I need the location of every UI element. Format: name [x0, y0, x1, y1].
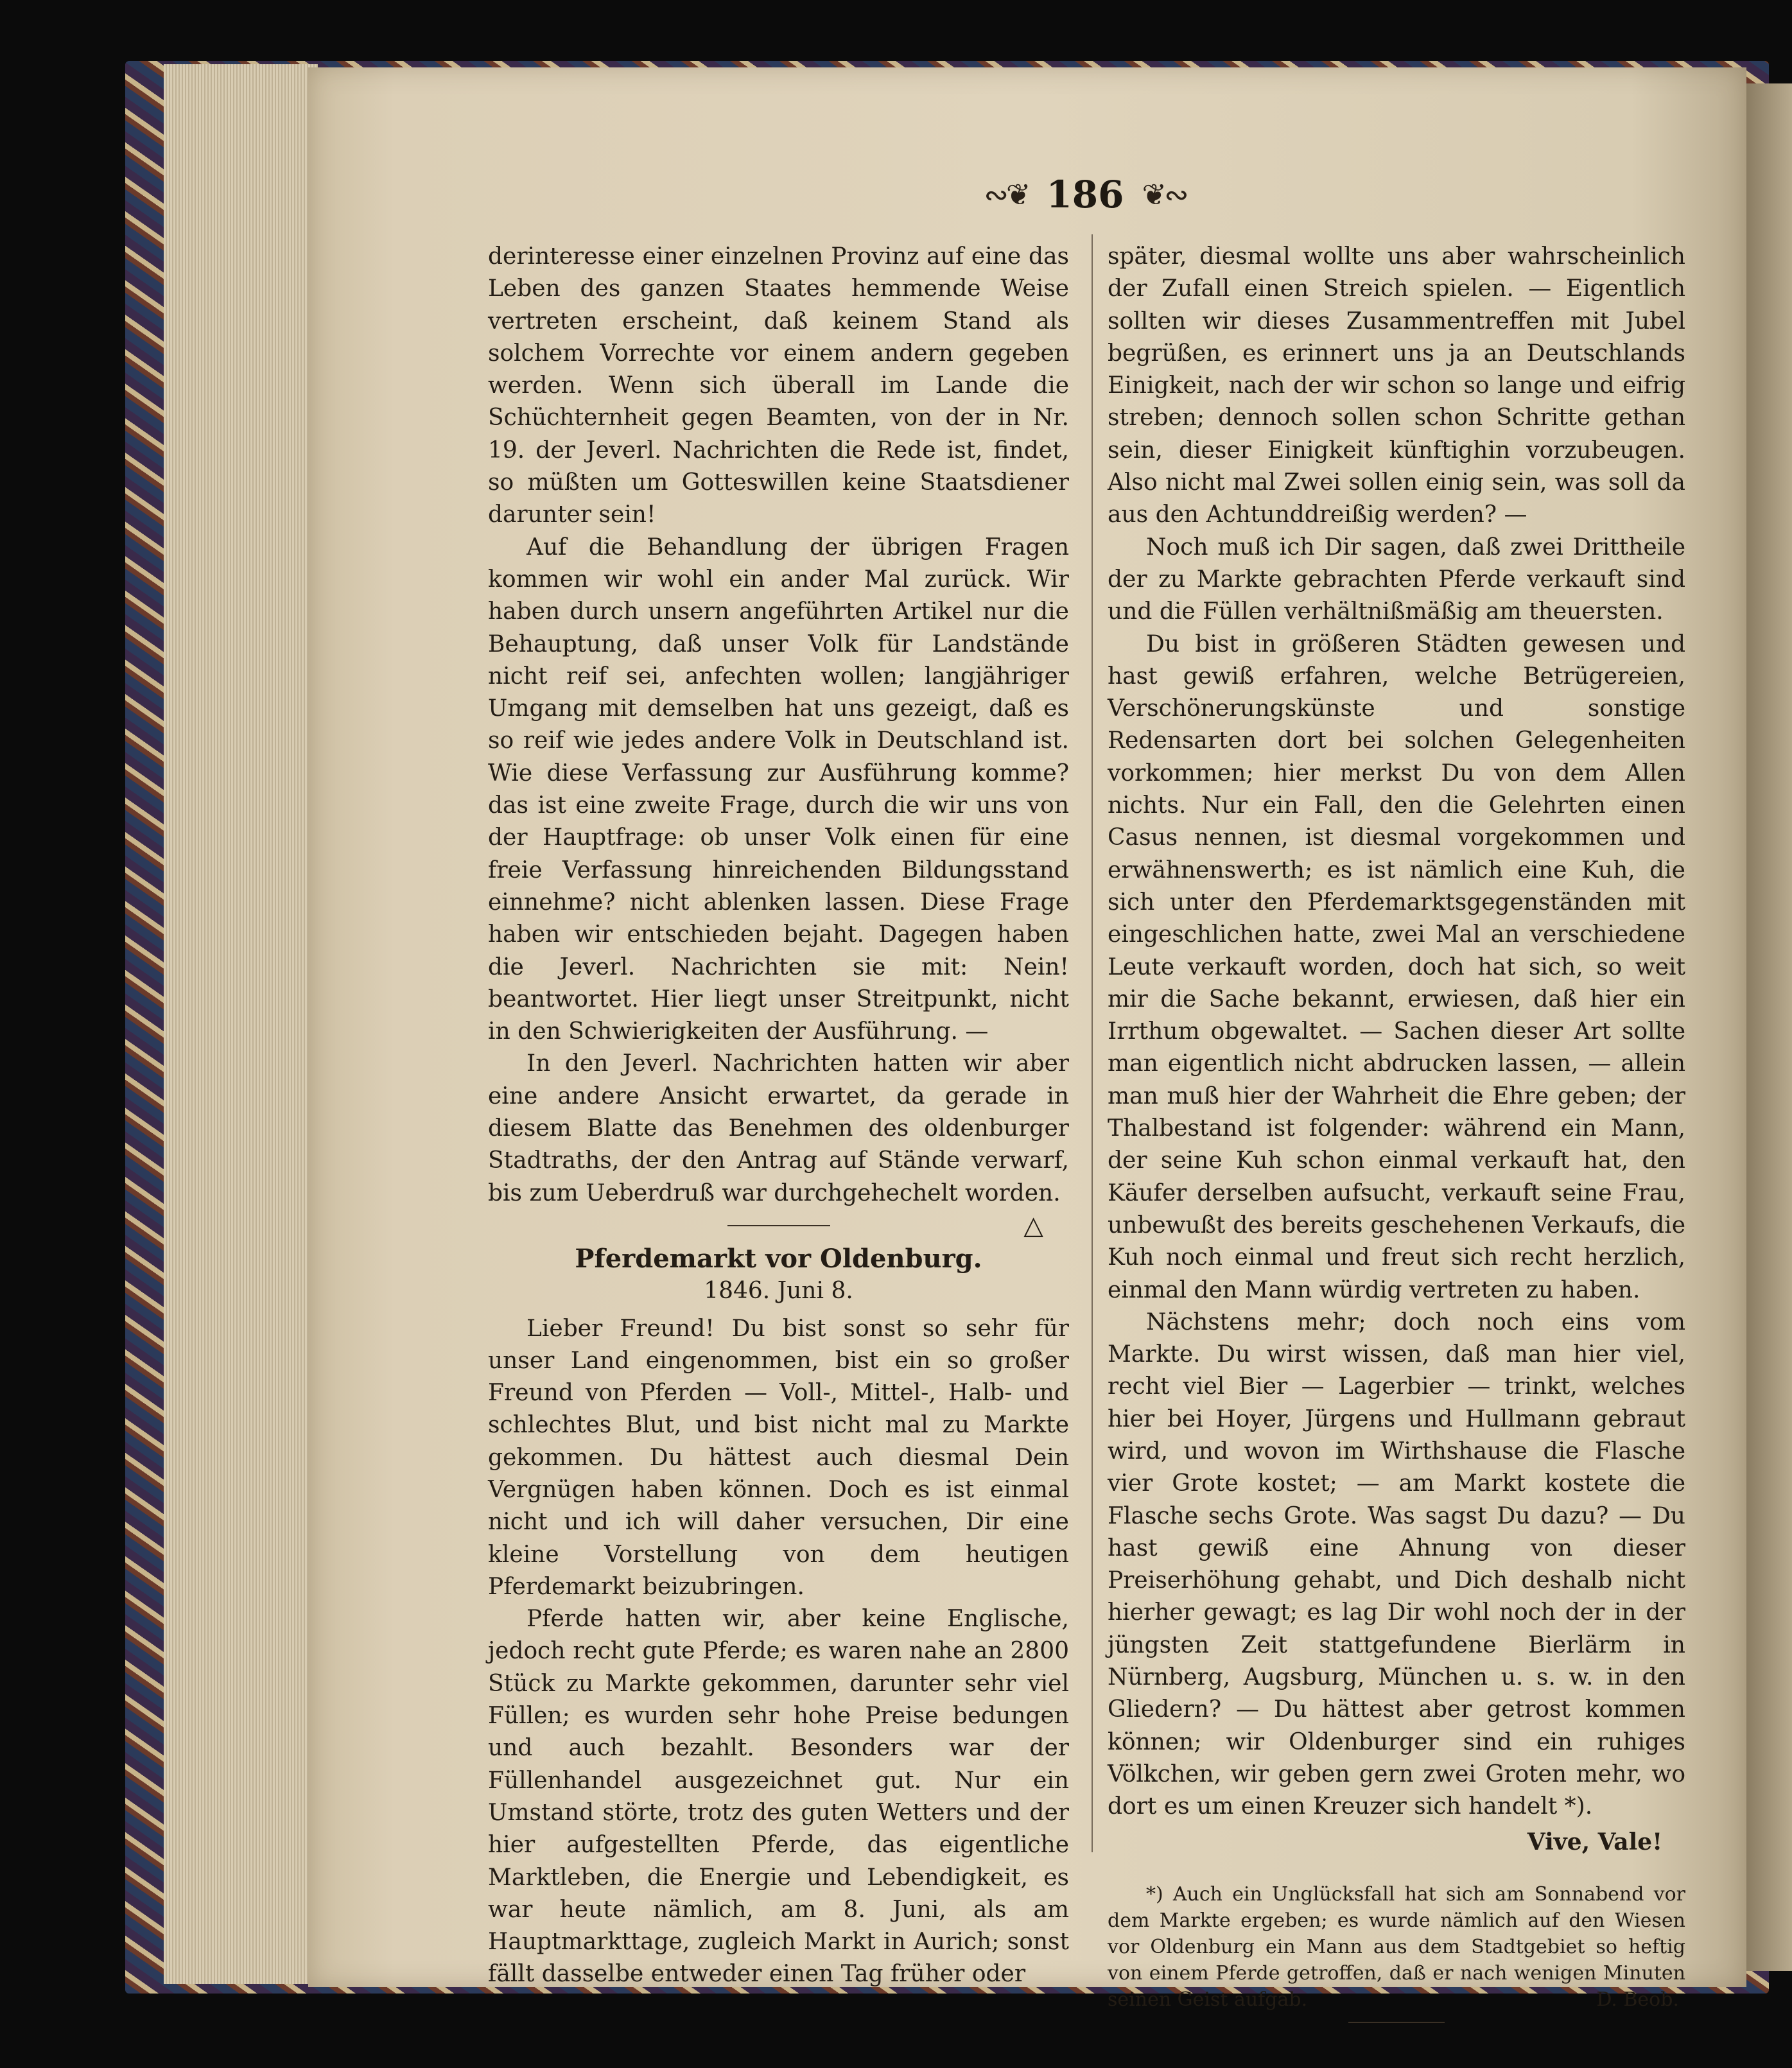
closing-salutation: Vive, Vale!: [1527, 1828, 1662, 1855]
ornament-right-icon: ❦∾: [1142, 177, 1187, 212]
page-header: [937, 172, 1233, 217]
author-signature-triangle: △: [1023, 1210, 1043, 1240]
footnote-text: [1108, 1881, 1685, 2013]
paragraph: Auf die Behandlung der übrigen Fragen kommen wir wohl ein ander Mal zurück. Wir haben durch unsern angeführten Artikel nur die Behauptung, daß unser Volk für Landstände nicht reif sei, anfechten wollen; langjähriger Umgang mit demselben hat uns gezeigt, daß es so reif wie jedes andere Volk in Deutschland ist. Wie diese Verfassung zur Ausführung komme? das ist eine zweite Frage, durch die wir uns von der Hauptfrage: ob unser Volk einen für eine freie Verfassung hinreichenden Bildungsstand einnehme? nicht ablenken lassen. Diese Frage haben wir entschieden bejaht. Dagegen haben die Jeverl. Nachrichten sie mit: Nein! beantwortet. Hier liegt unser Streitpunkt, nicht in den Schwierigkeiten der Ausführung. —: [488, 534, 1069, 1045]
paragraph: später, diesmal wollte uns aber wahrscheinlich der Zufall einen Streich spielen. — Eigentlich sollten wir dieses Zusammentreffen mit Jubel begrüßen, es erinnert uns ja an Deutschlands Einigkeit, nach der wir schon so lange und eifrig streben; dennoch sollen schon Schritte gethan sein, dieser Einigkeit künftighin vorzubeugen. Also nicht mal Zwei sollen einig sein, was soll da aus den Achtunddreißig werden? —: [1108, 243, 1685, 528]
paragraph: Du bist in größeren Städten gewesen und hast gewiß erfahren, welche Betrügereien, Verschönerungskünste und sonstige Redensarten dort bei solchen Gelegenheiten vorkommen; hier merkst Du von dem Allen nichts. Nur ein Fall, den die Gelehrten einen Casus nennen, ist diesmal vorgekommen und erwähnenswerth; es ist nämlich eine Kuh, die sich unter den Pferdemarktsgegenständen mit eingeschlichen hatte, zwei Mal an verschiedene Leute verkauft worden, doch hat sich, so weit mir die Sache bekannt, erwiesen, daß hier ein Irrthum obgewaltet. — Sachen dieser Art sollte man eigentlich nicht abdrucken lassen, — allein man muß hier der Wahrheit die Ehre geben; der Thalbestand ist folgender: während ein Mann, der seine Kuh schon einmal verkauft hat, den Käufer derselben aufsucht, verkauft seine Frau, unbewußt des bereits geschehenen Verkaufs, die Kuh noch einmal und freut sich recht herzlich, einmal den Mann würdig vertreten zu haben.: [1108, 630, 1685, 1303]
column-divider: [1092, 234, 1093, 1852]
paragraph: derinteresse einer einzelnen Provinz auf eine das Leben des ganzen Staates hemmende Weise vertreten erscheint, daß keinem Stand als solchem Vorrechte vor einem andern gegeben werden. Wenn sich überall im Lande die Schüchternheit gegen Beamten, von der in Nr. 19. der Jeverl. Nachrichten die Rede ist, findet, so müßten um Gotteswillen keine Staatsdiener darunter sein!: [488, 243, 1069, 528]
paragraph: Pferde hatten wir, aber keine Englische, jedoch recht gute Pferde; es waren nahe an 2800 Stück zu Markte gekommen, darunter sehr viel Füllen; es wurden sehr hohe Preise bedungen und auch bezahlt. Besonders war der Füllenhandel ausgezeichnet gut. Nur ein Umstand störte, trotz des guten Wetters und der hier aufgestellten Pferde, das eigentliche Marktleben, die Energie und Lebendigkeit, es war heute nämlich, am 8. Juni, als am Hauptmarkttage, zugleich Markt in Aurich; sonst fällt dasselbe entweder einen Tag früher oder: [488, 1606, 1069, 1988]
left-column: [488, 241, 1069, 1991]
page-edges: [164, 64, 318, 1984]
paragraph: Nächstens mehr; doch noch eins vom Markte. Du wirst wissen, daß man hier viel, recht viel Bier — Lagerbier — trinkt, welches hier bei Hoyer, Jürgens und Hullmann gebraut wird, und wovon im Wirthshause die Flasche vier Grote kostet; — am Markt kostete die Flasche sechs Grote. Was sagst Du dazu? — Du hast gewiß eine Ahnung von dieser Preiserhöhung gehabt, und Dich deshalb nicht hierher gewagt; es lag Dir wohl noch der in der jüngsten Zeit stattgefundene Bierlärm in Nürnberg, Augsburg, München u. s. w. in den Gliedern? — Du hättest aber getrost kommen können; wir Oldenburger sind ein ruhiges Völkchen, wir geben gern zwei Groten mehr, wo dort es um einen Kreuzer sich handelt *).: [1108, 1308, 1685, 1820]
section-separator: [727, 1225, 830, 1226]
paragraph: Lieber Freund! Du bist sonst so sehr für unser Land eingenommen, bist ein so großer Freund von Pferden — Voll-, Mittel-, Halb- und schlechtes Blut, und bist nicht mal zu Markte gekommen. Du hättest auch diesmal Dein Vergnügen haben können. Doch es ist einmal nicht und ich will daher versuchen, Dir eine kleine Vorstellung von dem heutigen Pferdemarkt beizubringen.: [488, 1315, 1069, 1600]
footnote-end-rule: [1348, 2022, 1445, 2023]
footnote: [1108, 1881, 1685, 2013]
footnote-body: *) Auch ein Unglücksfall hat sich am Sonnabend vor dem Markte ergeben; es wurde nämlich auf den Wiesen vor Oldenburg ein Mann aus dem Stadtgebiet so heftig von einem Pferde getroffen, daß er nach wenigen Minuten seinen Geist aufgab.: [1108, 1882, 1685, 2011]
section-date: 1846. Juni 8.: [704, 1278, 853, 1305]
paragraph-text: In den Jeverl. Nachrichten hatten wir aber eine andere Ansicht erwartet, da gerade in diesem Blatte das Benehmen des oldenburger Stadtraths, der den Antrag auf Stände verwarf, bis zum Ueberdruß war durchgehechelt worden.: [488, 1050, 1069, 1206]
page-number: 186: [1046, 173, 1124, 216]
footnote-signature: D. Beob.: [1596, 1988, 1679, 2011]
paragraph: Noch muß ich Dir sagen, daß zwei Drittheile der zu Markte gebrachten Pferde verkauft sind und die Füllen verhältnißmäßig am theuersten.: [1108, 534, 1685, 625]
right-column: [1108, 241, 1685, 2023]
ornament-left-icon: ∾❦: [984, 177, 1029, 212]
paragraph: [488, 1048, 1069, 1240]
facing-page-edge: [1746, 83, 1792, 1971]
section-title: Pferdemarkt vor Oldenburg.: [575, 1243, 982, 1274]
